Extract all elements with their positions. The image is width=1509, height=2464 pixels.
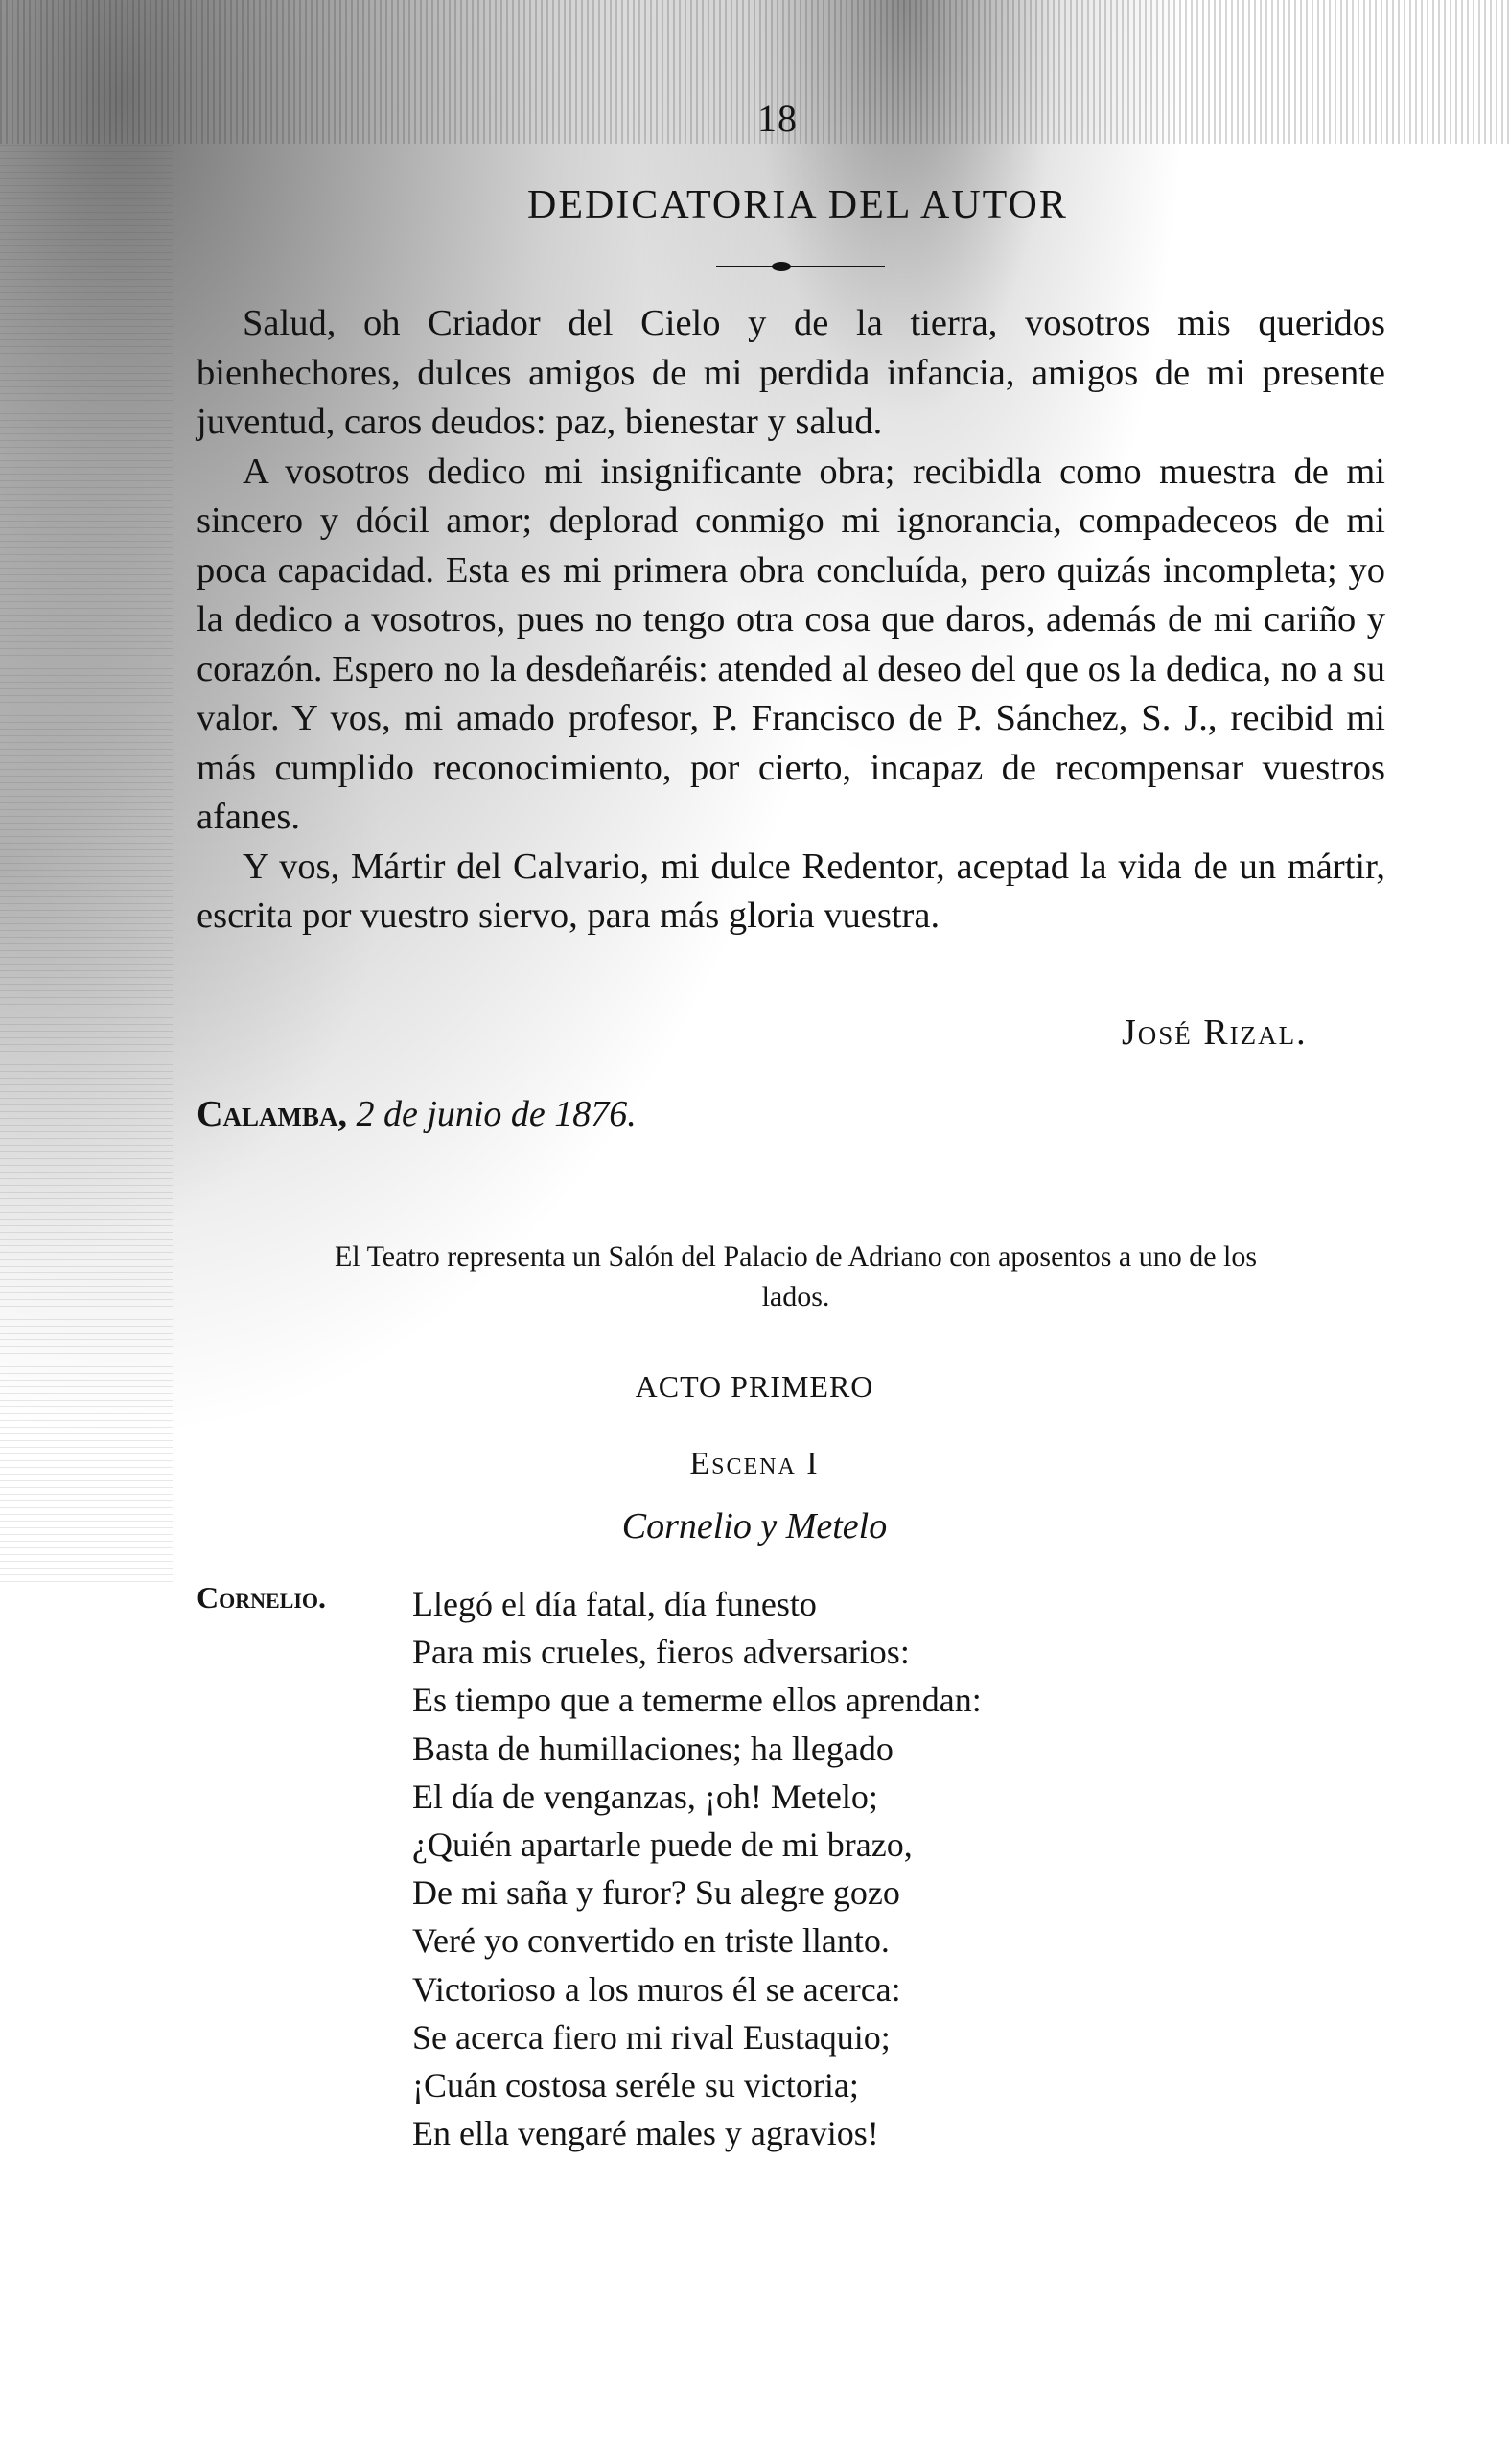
author-signature: José Rizal. (1122, 1012, 1308, 1053)
date-text: 2 de junio de 1876. (356, 1094, 637, 1134)
stage-direction: El Teatro representa un Salón del Palacio de Adriano con aposentos a uno de los lados. (334, 1241, 1258, 1313)
verse-line: ¡Cuán costosa seréle su victoria; (412, 2066, 859, 2105)
place-name: Calamba, (197, 1094, 347, 1134)
page-number: 18 (757, 97, 798, 140)
verse-line: Victorioso a los muros él se acerca: (412, 1969, 901, 2009)
scan-noise-left (0, 144, 173, 1582)
page-heading: DEDICATORIA DEL AUTOR (527, 183, 1068, 227)
verse-block (412, 1580, 1371, 2157)
dedication-paragraph: A vosotros dedico mi insignificante obra; recibidla como muestra de mi sincero y dócil amor; deplorad conmigo mi ignorancia, compadeceos de mi poca capacidad. Esta es mi primera obra concluída, pero quizás incompleta; yo la dedico a vosotros, pues no tengo otra cosa que daros, además de mi cariño y corazón. Espero no la desdeñaréis: atended al deseo del que os la dedica, no a su valor. Y vos, mi amado profesor, P. Francisco de P. Sánchez, S. J., recibid mi más cumplido reconocimiento, por cierto, incapaz de recompensar vuestros afanes. (197, 451, 1385, 837)
verse-line: Llegó el día fatal, día funesto (412, 1585, 817, 1623)
scan-noise-top (0, 0, 1509, 144)
scene-title: Escena I (689, 1446, 820, 1481)
verse-line: El día de venganzas, ¡oh! Metelo; (412, 1777, 878, 1816)
scene-characters: Cornelio y Metelo (621, 1506, 888, 1546)
verse-line: Basta de humillaciones; ha llegado (412, 1729, 894, 1768)
verse-line: Es tiempo que a temerme ellos aprendan: (412, 1681, 982, 1720)
verse-line: Se acerca fiero mi rival Eustaquio; (412, 2017, 891, 2057)
dedication-paragraph: Y vos, Mártir del Calvario, mi dulce Redentor, aceptad la vida de un mártir, escrita por vuestro siervo, para más gloria vuestra. (197, 846, 1385, 936)
verse-line: En ella vengaré males y agravios! (412, 2114, 879, 2153)
speaker-name: Cornelio. (197, 1580, 327, 1615)
dedication-text (197, 299, 1385, 941)
act-title: ACTO PRIMERO (635, 1369, 874, 1404)
verse-line: De mi saña y furor? Su alegre gozo (412, 1873, 900, 1913)
verse-line: ¿Quién apartarle puede de mi brazo, (412, 1825, 913, 1865)
ornament-divider (714, 257, 887, 276)
dedication-paragraph: Salud, oh Criador del Cielo y de la tierra, vosotros mis queridos bienhechores, dulces amigos de mi perdida infancia, amigos de mi presente juventud, caros deudos: paz, bienestar y salud. (197, 303, 1385, 442)
verse-line: Veré yo convertido en triste llanto. (412, 1921, 890, 1961)
place-date-line (197, 1093, 637, 1135)
verse-line: Para mis crueles, fieros adversarios: (412, 1633, 910, 1672)
